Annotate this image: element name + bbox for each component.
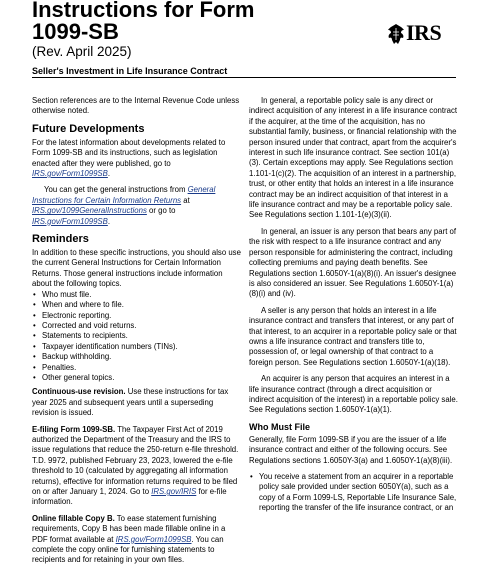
left-column bbox=[32, 96, 242, 572]
right-column bbox=[249, 96, 459, 518]
list-item: • When and where to file. bbox=[42, 300, 242, 310]
list-item: • Statements to recipients. bbox=[42, 331, 242, 341]
revision-date: (Rev. April 2025) bbox=[32, 44, 132, 59]
list-item: • Electronic reporting. bbox=[42, 311, 242, 321]
form-1099sb-link-2[interactable]: IRS.gov/Form1099SB bbox=[32, 216, 108, 226]
page-title bbox=[32, 0, 254, 43]
online-fillable-paragraph: Online fillable Copy B. To ease statement furnishing requirements, Copy B has been made fillable online in a PDF format available at IRS.gov/Form1099SB. You can complete the copy online for furnishing statements to recipients and for retaining in your own files. bbox=[32, 513, 226, 565]
title-line-2: 1099-SB bbox=[32, 19, 119, 44]
list-item: • Who must file. bbox=[42, 290, 242, 300]
iris-link[interactable]: IRS.gov/IRIS bbox=[151, 487, 197, 496]
form-subtitle: Seller's Investment in Life Insurance Contract bbox=[32, 66, 228, 76]
general-instructions-paragraph: You can get the general instructions from General Instructions for Certain Information Returns at IRS.gov/1099GeneralInstructions or go to IRS.gov/Form1099SB. bbox=[32, 185, 216, 226]
list-item: • Corrected and void returns. bbox=[42, 321, 242, 331]
acquirer-paragraph: An acquirer is any person that acquires an interest in a life insurance contract (through a direct acquisition or indirect acquisition of the interest) in a reportable policy sale. See Regulations section 1.6050Y-1(a)(1). bbox=[249, 374, 458, 415]
future-developments-heading: Future Developments bbox=[32, 122, 145, 135]
issuer-paragraph: In general, an issuer is any person that bears any part of the risk with respect to a life insurance contract and any person responsible for administering the contract, including collecting premiums and paying death benefits. See Regulations section 1.6050Y-1(a)(8)(i). An issuer's designee is also considered an issuer. See Regulations 1.6050Y-1(a)(8)(i) and (iv). bbox=[249, 226, 457, 299]
reportable-policy-sale-paragraph: In general, a reportable policy sale is any direct or indirect acquisition of any interest in a life insurance contract if the acquirer, at the time of the acquisition, has no substantial family, business, or financial relationship with the person insured under that contract, apart from the acquirer's interest in such life insurance contract. See section 101(a)(3). Certain exceptions may apply. See Regulations section 1.101-1(c)(2). The acquisition of an interest in a partnership, trust, or other entity that holds an interest in a life insurance contract may be an indirect acquisition of that interest in a life insurance contract and may be a reportable policy sale. See Regulations section 1.101-1(e)(3)(ii). bbox=[249, 96, 458, 220]
list-item: • You receive a statement from an acquirer in a reportable policy sale provided under section 6050Y(a), such as a copy of a Form 1099-LS, Reportable Life Insurance Sale, reporting the transfer of the life insurance contract, or an bbox=[259, 472, 459, 514]
intro-paragraph: Section references are to the Internal Revenue Code unless otherwise noted. bbox=[32, 96, 240, 116]
continuous-use-paragraph: Continuous-use revision. Use these instructions for tax year 2025 and subsequent years until a superseding revision is issued. bbox=[32, 387, 229, 418]
seller-paragraph: A seller is any person that holds an interest in a life insurance contract and transfers that interest, or any part of that interest, to an acquirer in a reportable policy sale or that owns a life insurance contract and transfers title to, possession of, or legal ownership of that contract to a foreign person. See Regulations section 1.6050Y-1(a)(18). bbox=[249, 305, 457, 367]
who-must-file-paragraph: Generally, file Form 1099-SB if you are the issuer of a life insurance contract and either of the following occurs. See Regulations sections 1.6050Y-3(a) and 1.6050Y-1(a)(8)(iii). bbox=[249, 434, 453, 465]
title-line-1: Instructions for Form bbox=[32, 0, 255, 22]
list-item: • Penalties. bbox=[42, 363, 242, 373]
irs-logo bbox=[387, 22, 467, 46]
list-item: • Other general topics. bbox=[42, 373, 242, 383]
efiling-paragraph: E-filing Form 1099-SB. The Taxpayer First Act of 2019 authorized the Department of the Treasury and the IRS to issue regulations that reduce the 250-return e-file threshold. T.D. 9972, published February 23, 2023, lowered the e-file threshold to 10 (calculated by aggregating all information returns), effective for information returns required to be filed on or after January 1, 2024. Go to IRS.gov/IRIS for e-file information. bbox=[32, 424, 239, 507]
who-must-file-list bbox=[249, 472, 459, 514]
header-divider bbox=[32, 77, 456, 78]
form-1099sb-link[interactable]: IRS.gov/Form1099SB bbox=[32, 169, 108, 179]
list-item: • Taxpayer identification numbers (TINs). bbox=[42, 342, 242, 352]
reminders-paragraph: In addition to these specific instructions, you should also use the current General Instructions for Certain Information Returns. Those general instructions include information about the following topics. bbox=[32, 248, 241, 289]
future-developments-paragraph: For the latest information about developments related to Form 1099-SB and its instructions, such as legislation enacted after they were published, go to IRS.gov/Form1099SB. bbox=[32, 137, 226, 179]
eagle-icon bbox=[387, 23, 405, 45]
logo-text: IRS bbox=[406, 20, 442, 45]
general-instructions-link[interactable]: General Instructions for Certain Information Returns bbox=[32, 185, 216, 205]
who-must-file-heading: Who Must File bbox=[249, 421, 310, 432]
topics-list bbox=[32, 290, 242, 384]
reminders-heading: Reminders bbox=[32, 233, 89, 246]
list-item: • Backup withholding. bbox=[42, 352, 242, 362]
form-1099sb-link-3[interactable]: IRS.gov/Form1099SB bbox=[115, 534, 192, 544]
general-instructions-url-link[interactable]: IRS.gov/1099GeneralInstructions bbox=[32, 206, 147, 216]
